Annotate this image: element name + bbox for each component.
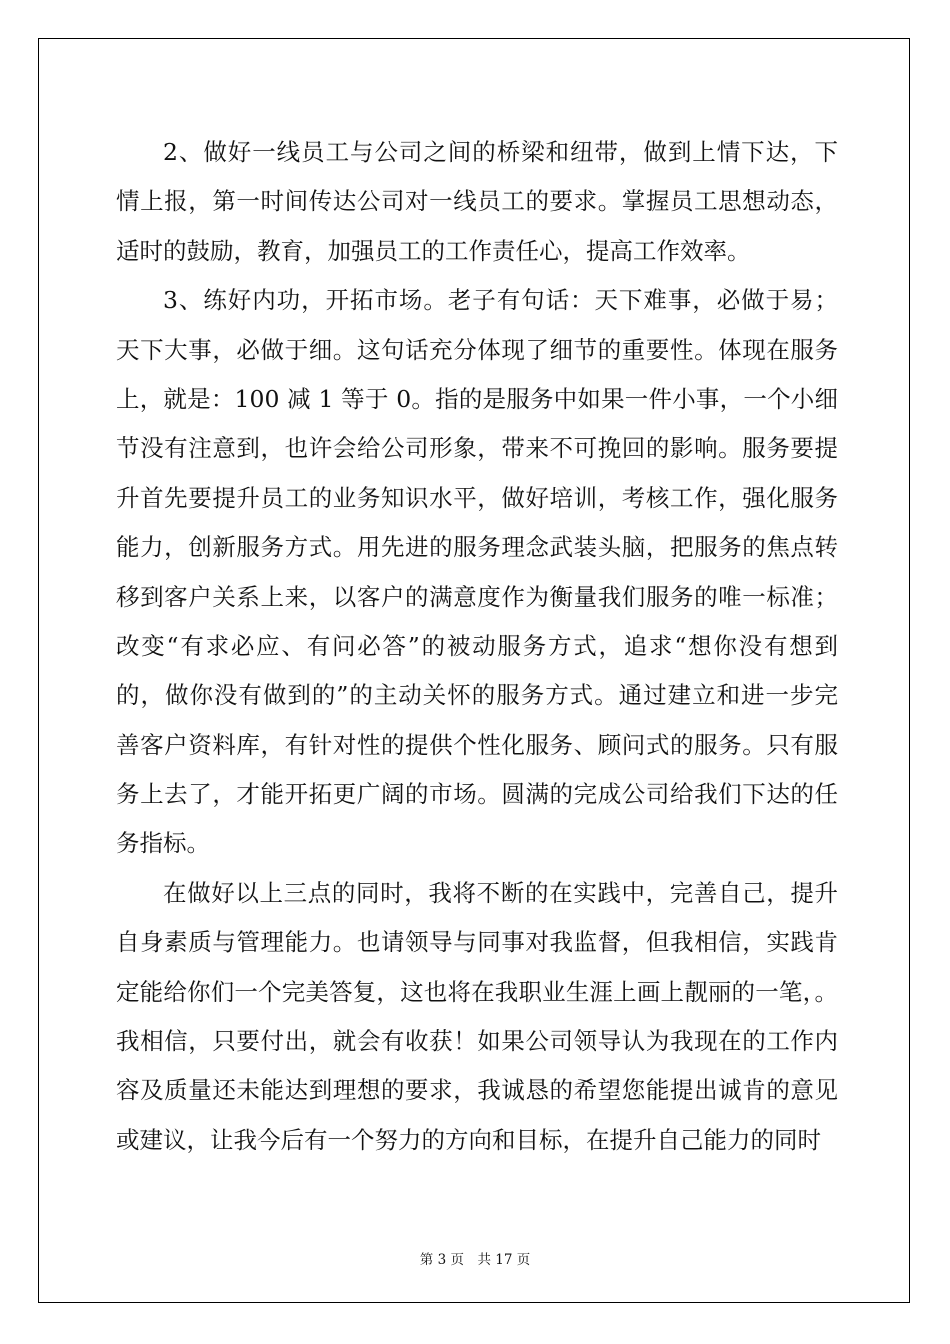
text-line: 3、练好内功，开拓市场。老子有句话：天下难事，必做于易；: [163, 286, 838, 315]
document-body: [116, 128, 838, 1165]
text-line: 容及质量还未能达到理想的要求，我诚恳的希望您能提出诚肯的意见: [116, 1076, 838, 1105]
paragraph: [116, 869, 838, 1165]
paragraph: [116, 276, 838, 869]
text-line: 天下大事，必做于细。这句话充分体现了细节的重要性。体现在服务: [116, 335, 838, 364]
text-line: 适时的鼓励，教育，加强员工的工作责任心，提高工作效率。: [116, 236, 751, 265]
text-line: 务指标。: [116, 829, 210, 858]
paragraph: [116, 128, 838, 276]
page-footer: 第 3 页 共 17 页: [419, 1252, 531, 1268]
text-line: 情上报，第一时间传达公司对一线员工的要求。掌握员工思想动态，: [116, 187, 838, 216]
text-line: 能力，创新服务方式。用先进的服务理念武装头脑，把服务的焦点转: [116, 533, 838, 562]
text-line: 或建议，让我今后有一个努力的方向和目标，在提升自己能力的同时: [116, 1125, 821, 1154]
text-line: 的，做你没有做到的”的主动关怀的服务方式。通过建立和进一步完: [116, 681, 838, 710]
text-line: 2、做好一线员工与公司之间的桥梁和纽带，做到上情下达，下: [163, 138, 838, 166]
text-line: 升首先要提升员工的业务知识水平，做好培训，考核工作，强化服务: [116, 483, 838, 512]
text-line: 定能给你们一个完美答复，这也将在我职业生涯上画上靓丽的一笔，。: [116, 977, 838, 1006]
text-line: 在做好以上三点的同时，我将不断的在实践中，完善自己，提升: [163, 878, 838, 907]
text-line: 节没有注意到，也许会给公司形象，带来不可挽回的影响。服务要提: [116, 434, 838, 463]
text-line: 自身素质与管理能力。也请领导与同事对我监督，但我相信，实践肯: [116, 928, 838, 957]
text-line: 务上去了，才能开拓更广阔的市场。圆满的完成公司给我们下达的任: [116, 780, 838, 809]
text-line: 上，就是：100 减 1 等于 0。指的是服务中如果一件小事，一个小细: [116, 384, 838, 413]
text-line: 我相信，只要付出，就会有收获！如果公司领导认为我现在的工作内: [116, 1027, 838, 1056]
text-line: 善客户资料库，有针对性的提供个性化服务、顾问式的服务。只有服: [116, 730, 838, 759]
text-line: 改变“有求必应、有问必答”的被动服务方式，追求“想你没有想到: [116, 631, 838, 660]
text-line: 移到客户关系上来，以客户的满意度作为衡量我们服务的唯一标准；: [116, 582, 838, 611]
